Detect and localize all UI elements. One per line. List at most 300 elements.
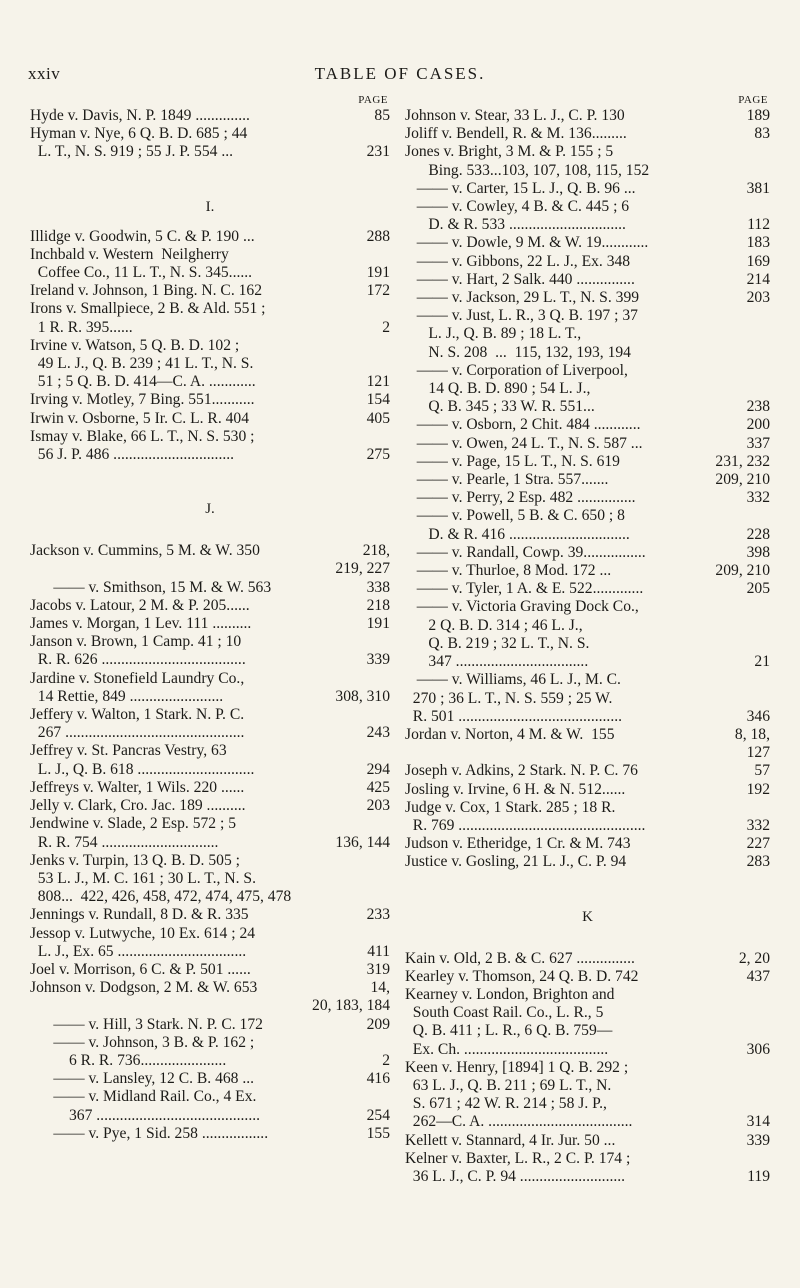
- case-page-ref: [766, 380, 770, 398]
- section-letter: J.: [205, 501, 215, 518]
- case-entry-line: [30, 742, 390, 760]
- case-page-ref: [766, 1059, 770, 1077]
- case-citation: Irwin v. Osborne, 5 Ir. C. L. R. 404: [30, 409, 250, 427]
- case-page-ref: [386, 428, 390, 446]
- spacer: [30, 518, 390, 542]
- case-page-ref: 233: [366, 906, 390, 924]
- case-page-ref: 283: [746, 853, 770, 871]
- case-citation: 53 L. J., M. C. 161 ; 30 L. T., N. S.: [30, 869, 256, 887]
- case-page-ref: 319: [366, 960, 390, 978]
- case-page-ref: 191: [366, 264, 390, 282]
- case-page-ref: 332: [746, 489, 770, 507]
- case-entry-line: [30, 542, 390, 560]
- case-page-ref: [386, 633, 390, 651]
- case-entry-line: [405, 1132, 770, 1150]
- case-page-ref: 346: [746, 707, 770, 725]
- case-page-ref: [766, 362, 770, 380]
- case-page-ref: 209: [366, 1015, 390, 1033]
- case-entry-line: [30, 997, 390, 1015]
- case-page-ref: 85: [374, 107, 390, 124]
- case-page-ref: [386, 1034, 390, 1052]
- case-citation: —— v. Carter, 15 L. J., Q. B. 96 ...: [405, 179, 636, 197]
- case-entry-line: [405, 1004, 770, 1022]
- case-page-ref: 314: [746, 1113, 770, 1131]
- case-citation: —— v. Osborn, 2 Chit. 484 ............: [405, 416, 641, 434]
- case-page-ref: [386, 337, 390, 355]
- case-entry-line: [405, 617, 770, 635]
- case-page-ref: 437: [746, 967, 770, 985]
- case-entry-line: [405, 162, 770, 180]
- page-number: xxiv: [28, 64, 61, 83]
- case-citation: Jenks v. Turpin, 13 Q. B. D. 505 ;: [30, 851, 240, 869]
- case-entry-line: [30, 319, 390, 337]
- case-entry-line: [30, 228, 390, 246]
- case-entry-line: [30, 651, 390, 669]
- case-citation: Kellett v. Stannard, 4 Ir. Jur. 50 ...: [405, 1131, 616, 1149]
- case-page-ref: 306: [746, 1040, 770, 1058]
- case-page-ref: [386, 815, 390, 833]
- case-citation: Hyde v. Davis, N. P. 1849 ..............: [30, 107, 250, 124]
- case-entry-line: [405, 143, 770, 161]
- page-title: TABLE OF CASES.: [314, 64, 486, 83]
- case-entry-line: [30, 1052, 390, 1070]
- case-page-ref: 155: [366, 1124, 390, 1142]
- case-page-ref: [766, 307, 770, 325]
- case-entry-line: [405, 544, 770, 562]
- case-citation: —— v. Lansley, 12 C. B. 468 ...: [30, 1070, 255, 1088]
- case-page-ref: 57: [754, 762, 770, 780]
- case-citation: Ex. Ch. .....................................: [405, 1040, 609, 1058]
- case-entry-line: [30, 391, 390, 409]
- case-entry-line: [405, 744, 770, 762]
- case-citation: Jones v. Bright, 3 M. & P. 155 ; 5: [405, 143, 614, 161]
- case-page-ref: [766, 617, 770, 635]
- case-page-ref: 121: [366, 373, 390, 391]
- case-entry-line: [30, 670, 390, 688]
- case-page-ref: [766, 1022, 770, 1040]
- case-citation: 347 ..................................: [405, 653, 589, 671]
- case-page-ref: 14,: [370, 979, 390, 997]
- case-entry-line: [405, 289, 770, 307]
- case-entry-line: [405, 416, 770, 434]
- case-page-ref: 8, 18,: [734, 725, 770, 743]
- case-citation: Ismay v. Blake, 66 L. T., N. S. 530 ;: [30, 427, 255, 445]
- case-entry-line: [30, 961, 390, 979]
- case-citation: Jordan v. Norton, 4 M. & W. 155: [405, 725, 615, 743]
- case-entry-line: [30, 779, 390, 797]
- case-page-ref: 172: [366, 282, 390, 300]
- case-page-ref: 112: [747, 216, 770, 234]
- case-entry-line: [30, 355, 390, 373]
- case-page-ref: [766, 162, 770, 180]
- case-citation: Jacobs v. Latour, 2 M. & P. 205......: [30, 596, 250, 614]
- case-entry-line: [30, 373, 390, 391]
- case-entry-line: [405, 307, 770, 325]
- case-entry-line: [405, 107, 770, 125]
- case-entry-line: [30, 925, 390, 943]
- section-letter: I.: [205, 198, 215, 215]
- case-entry-line: [405, 968, 770, 986]
- case-page-ref: 205: [746, 580, 770, 598]
- case-entry-line: [405, 125, 770, 143]
- case-entry-line: [30, 1107, 390, 1125]
- case-citation: [30, 560, 331, 578]
- case-citation: R. R. 754 ..............................: [30, 833, 219, 851]
- case-citation: James v. Morgan, 1 Lev. 111 ..........: [30, 615, 252, 633]
- case-entry-line: [405, 362, 770, 380]
- case-citation: L. J., Q. B. 618 ..............................: [30, 760, 255, 778]
- case-citation: Judge v. Cox, 1 Stark. 285 ; 18 R.: [405, 798, 616, 816]
- case-entry-line: [30, 724, 390, 742]
- case-page-ref: [386, 246, 390, 264]
- case-page-ref: [386, 125, 390, 143]
- case-citation: 6 R. R. 736......................: [30, 1051, 227, 1069]
- case-entry-line: [405, 853, 770, 871]
- case-page-ref: 228: [746, 525, 770, 543]
- case-entry-line: [405, 690, 770, 708]
- case-page-ref: [766, 671, 770, 689]
- case-citation: 14 Q. B. D. 890 ; 54 L. J.,: [405, 380, 591, 398]
- case-entry-line: [405, 1095, 770, 1113]
- case-citation: —— v. Perry, 2 Esp. 482 ...............: [405, 489, 636, 507]
- case-entry-line: [405, 726, 770, 744]
- case-entry-line: [405, 986, 770, 1004]
- case-entry-line: [405, 344, 770, 362]
- case-citation: —— v. Johnson, 3 B. & P. 162 ;: [30, 1033, 255, 1051]
- case-entry-line: [30, 1034, 390, 1052]
- case-entry-line: [30, 410, 390, 428]
- case-entry-line: [405, 1022, 770, 1040]
- case-page-ref: 2: [382, 318, 390, 336]
- case-citation: Irving v. Motley, 7 Bing. 551...........: [30, 391, 255, 409]
- case-citation: Jeffery v. Walton, 1 Stark. N. P. C.: [30, 706, 245, 724]
- case-citation: Jennings v. Rundall, 8 D. & R. 335: [30, 906, 249, 924]
- case-citation: 51 ; 5 Q. B. D. 414—C. A. ............: [30, 373, 256, 391]
- case-page-ref: [386, 706, 390, 724]
- case-page-ref: 416: [366, 1070, 390, 1088]
- case-page-ref: 218: [366, 596, 390, 614]
- case-citation: Irons v. Smallpiece, 2 B. & Ald. 551 ;: [30, 300, 266, 318]
- case-page-ref: [386, 300, 390, 318]
- case-entry-line: [30, 300, 390, 318]
- case-citation: Kelner v. Baxter, L. R., 2 C. P. 174 ;: [405, 1149, 631, 1167]
- case-page-ref: 83: [754, 125, 770, 143]
- case-entry-line: [30, 1070, 390, 1088]
- case-page-ref: 254: [366, 1106, 390, 1124]
- case-entry-line: [30, 1088, 390, 1106]
- case-entry-line: [405, 1041, 770, 1059]
- spacer: [405, 926, 770, 950]
- case-entry-line: [30, 1125, 390, 1143]
- case-page-ref: 154: [366, 391, 390, 409]
- case-citation: —— v. Thurloe, 8 Mod. 172 ...: [405, 562, 612, 580]
- case-page-ref: 275: [366, 446, 390, 464]
- case-page-ref: 294: [366, 760, 390, 778]
- case-citation: Jardine v. Stonefield Laundry Co.,: [30, 669, 245, 687]
- case-entry-line: [405, 471, 770, 489]
- case-entry-line: [405, 526, 770, 544]
- case-entry-line: [30, 706, 390, 724]
- case-entry-line: [405, 598, 770, 616]
- case-page-ref: 332: [746, 816, 770, 834]
- case-citation: Bing. 533...103, 107, 108, 115, 152: [405, 161, 650, 179]
- case-citation: 14 Rettie, 849 ........................: [30, 687, 224, 705]
- case-citation: L. T., N. S. 919 ; 55 J. P. 554 ...: [30, 143, 234, 161]
- case-citation: 267 ..............................................: [30, 724, 245, 742]
- page-header: [0, 40, 800, 83]
- case-entry-line: [30, 888, 390, 906]
- case-citation: South Coast Rail. Co., L. R., 5: [405, 1004, 604, 1022]
- case-entry-line: [30, 979, 390, 997]
- case-entry-line: [405, 325, 770, 343]
- case-page-ref: 425: [366, 778, 390, 796]
- case-page-ref: 381: [746, 179, 770, 197]
- spacer: [30, 162, 390, 198]
- case-page-ref: 20, 183, 184: [312, 997, 390, 1015]
- case-citation: 262—C. A. .....................................: [405, 1113, 633, 1131]
- case-entry-line: [30, 688, 390, 706]
- case-entry-line: [405, 453, 770, 471]
- case-entry-line: [405, 653, 770, 671]
- case-page-ref: [766, 635, 770, 653]
- case-page-ref: 127: [746, 744, 770, 762]
- case-citation: Jendwine v. Slade, 2 Esp. 572 ; 5: [30, 815, 237, 833]
- case-entry-line: [405, 1113, 770, 1131]
- case-citation: —— v. Tyler, 1 A. & E. 522.............: [405, 580, 644, 598]
- case-entry-line: [30, 428, 390, 446]
- case-page-ref: [386, 852, 390, 870]
- case-citation: —— v. Dowle, 9 M. & W. 19............: [405, 234, 649, 252]
- page-column-label: PAGE: [358, 94, 388, 106]
- case-citation: —— v. Pearle, 1 Stra. 557.......: [405, 471, 609, 489]
- case-page-ref: 227: [746, 835, 770, 853]
- case-citation: Jeffreys v. Walter, 1 Wils. 220 ......: [30, 778, 245, 796]
- case-page-ref: [386, 925, 390, 943]
- case-page-ref: [386, 742, 390, 760]
- case-citation: Jackson v. Cummins, 5 M. & W. 350: [30, 542, 260, 560]
- case-citation: Coffee Co., 11 L. T., N. S. 345......: [30, 264, 253, 282]
- case-citation: —— v. Powell, 5 B. & C. 650 ; 8: [405, 507, 625, 525]
- case-citation: Illidge v. Goodwin, 5 C. & P. 190 ...: [30, 227, 255, 245]
- case-entry-line: [405, 435, 770, 453]
- case-page-ref: 209, 210: [715, 471, 770, 489]
- case-entry-line: [30, 943, 390, 961]
- case-entry-line: [405, 216, 770, 234]
- case-citation: —— v. Hill, 3 Stark. N. P. C. 172: [30, 1015, 263, 1033]
- case-entry-line: [405, 950, 770, 968]
- case-entry-line: [30, 615, 390, 633]
- left-column: [30, 93, 390, 1143]
- case-entry-line: [30, 446, 390, 464]
- case-entry-line: [405, 635, 770, 653]
- case-page-ref: 411: [367, 942, 390, 960]
- case-page-ref: 231, 232: [715, 452, 770, 470]
- spacer: [30, 464, 390, 500]
- case-citation: Q. B. 219 ; 32 L. T., N. S.: [405, 634, 590, 652]
- case-citation: Jelly v. Clark, Cro. Jac. 189 ..........: [30, 797, 246, 815]
- case-page-ref: [386, 1088, 390, 1106]
- case-page-ref: 338: [366, 578, 390, 596]
- case-citation: D. & R. 533 ..............................: [405, 216, 626, 234]
- case-entry-line: [30, 337, 390, 355]
- case-entry-line: [30, 282, 390, 300]
- case-page-ref: 243: [366, 724, 390, 742]
- case-page-ref: 219, 227: [335, 560, 390, 578]
- case-citation: —— v. Page, 15 L. T., N. S. 619: [405, 452, 620, 470]
- case-citation: Johnson v. Stear, 33 L. J., C. P. 130: [405, 107, 625, 124]
- case-entry-line: [405, 781, 770, 799]
- case-page-ref: 21: [754, 653, 770, 671]
- case-citation: R. R. 626 .....................................: [30, 651, 246, 669]
- case-entry-line: [405, 271, 770, 289]
- case-page-ref: 398: [746, 543, 770, 561]
- case-citation: 36 L. J., C. P. 94 ...........................: [405, 1167, 626, 1185]
- case-citation: 49 L. J., Q. B. 239 ; 41 L. T., N. S.: [30, 355, 254, 373]
- case-citation: 56 J. P. 486 ...............................: [30, 446, 235, 464]
- case-citation: 63 L. J., Q. B. 211 ; 69 L. T., N.: [405, 1076, 612, 1094]
- case-citation: Inchbald v. Western Neilgherry: [30, 245, 229, 263]
- case-citation: Keen v. Henry, [1894] 1 Q. B. 292 ;: [405, 1058, 629, 1076]
- case-entry-line: [30, 579, 390, 597]
- case-citation: —— v. Pye, 1 Sid. 258 .................: [30, 1124, 269, 1142]
- case-citation: Q. B. 411 ; L. R., 6 Q. B. 759—: [405, 1022, 613, 1040]
- case-entry-line: [30, 143, 390, 161]
- case-entry-line: [30, 815, 390, 833]
- case-page-ref: 200: [746, 416, 770, 434]
- case-page-ref: [766, 598, 770, 616]
- case-entry-line: [405, 1150, 770, 1168]
- case-entry-line: [405, 562, 770, 580]
- spacer: [405, 872, 770, 908]
- case-entry-line: [30, 597, 390, 615]
- case-entry-line: [405, 253, 770, 271]
- case-page-ref: [766, 1004, 770, 1022]
- spacer: [30, 216, 390, 228]
- case-citation: Kearney v. London, Brighton and: [405, 985, 615, 1003]
- case-page-ref: 214: [746, 270, 770, 288]
- case-citation: —— v. Victoria Graving Dock Co.,: [405, 598, 639, 616]
- case-page-ref: 339: [366, 651, 390, 669]
- case-page-ref: 189: [746, 107, 770, 124]
- case-page-ref: [766, 986, 770, 1004]
- case-entry-line: [405, 234, 770, 252]
- case-citation: 2 Q. B. D. 314 ; 46 L. J.,: [405, 616, 583, 634]
- case-citation: Joseph v. Adkins, 2 Stark. N. P. C. 76: [405, 762, 638, 780]
- case-entry-line: [30, 264, 390, 282]
- case-citation: Justice v. Gosling, 21 L. J., C. P. 94: [405, 853, 627, 871]
- case-entry-line: [405, 708, 770, 726]
- case-entry-line: [30, 107, 390, 125]
- case-entry-line: [30, 834, 390, 852]
- case-citation: [30, 997, 308, 1015]
- case-entry-line: [405, 180, 770, 198]
- case-citation: 1 R. R. 395......: [30, 318, 133, 336]
- case-citation: Judson v. Etheridge, 1 Cr. & M. 743: [405, 835, 631, 853]
- case-entry-line: [30, 1016, 390, 1034]
- case-citation: Kain v. Old, 2 B. & C. 627 ...............: [405, 949, 635, 967]
- case-citation: 808... 422, 426, 458, 472, 474, 475, 478: [30, 888, 292, 906]
- case-citation: Ireland v. Johnson, 1 Bing. N. C. 162: [30, 282, 263, 300]
- case-citation: —— v. Smithson, 15 M. & W. 563: [30, 578, 272, 596]
- case-entry-line: [405, 671, 770, 689]
- case-entry-line: [405, 799, 770, 817]
- case-page-ref: 308, 310: [335, 687, 390, 705]
- case-page-ref: 288: [366, 227, 390, 245]
- case-entry-line: [30, 852, 390, 870]
- right-column: [405, 93, 770, 1186]
- section-letter: K: [582, 908, 593, 925]
- case-page-ref: [766, 143, 770, 161]
- case-page-ref: [766, 344, 770, 362]
- case-citation: Irvine v. Watson, 5 Q. B. D. 102 ;: [30, 336, 240, 354]
- case-citation: 367 ..........................................: [30, 1106, 261, 1124]
- case-page-ref: [386, 670, 390, 688]
- case-citation: Joel v. Morrison, 6 C. & P. 501 ......: [30, 960, 251, 978]
- case-citation: Kearley v. Thomson, 24 Q. B. D. 742: [405, 967, 639, 985]
- case-page-ref: 337: [746, 434, 770, 452]
- case-page-ref: [766, 507, 770, 525]
- case-page-ref: [766, 690, 770, 708]
- case-citation: —— v. Williams, 46 L. J., M. C.: [405, 671, 621, 689]
- case-page-ref: 209, 210: [715, 562, 770, 580]
- case-entry-line: [30, 125, 390, 143]
- case-entry-line: [405, 835, 770, 853]
- case-citation: Johnson v. Dodgson, 2 M. & W. 653: [30, 979, 258, 997]
- case-entry-line: [30, 761, 390, 779]
- case-entry-line: [405, 580, 770, 598]
- case-citation: Jessop v. Lutwyche, 10 Ex. 614 ; 24: [30, 924, 256, 942]
- case-entry-line: [405, 1059, 770, 1077]
- case-citation: Janson v. Brown, 1 Camp. 41 ; 10: [30, 633, 242, 651]
- case-page-ref: [766, 1077, 770, 1095]
- case-page-ref: 191: [366, 615, 390, 633]
- case-page-ref: [766, 799, 770, 817]
- case-citation: —— v. Corporation of Liverpool,: [405, 361, 628, 379]
- case-citation: Hyman v. Nye, 6 Q. B. D. 685 ; 44: [30, 125, 248, 143]
- case-entry-line: [30, 797, 390, 815]
- page-column-label: PAGE: [738, 94, 768, 106]
- case-citation: —— v. Jackson, 29 L. T., N. S. 399: [405, 289, 640, 307]
- case-citation: Jeffrey v. St. Pancras Vestry, 63: [30, 742, 227, 760]
- case-page-ref: 218,: [362, 542, 390, 560]
- case-citation: L. J., Q. B. 89 ; 18 L. T.,: [405, 325, 582, 343]
- case-entry-line: [405, 1077, 770, 1095]
- case-citation: —— v. Randall, Cowp. 39................: [405, 543, 646, 561]
- case-page-ref: [386, 888, 390, 906]
- case-citation: —— v. Just, L. R., 3 Q. B. 197 ; 37: [405, 307, 638, 325]
- case-entry-line: [405, 817, 770, 835]
- case-page-ref: 192: [746, 780, 770, 798]
- case-entry-line: [30, 870, 390, 888]
- case-page-ref: [766, 325, 770, 343]
- case-page-ref: [766, 198, 770, 216]
- case-entry-line: [405, 1168, 770, 1186]
- case-citation: N. S. 208 ... 115, 132, 193, 194: [405, 343, 631, 361]
- case-entry-line: [405, 198, 770, 216]
- case-citation: —— v. Gibbons, 22 L. J., Ex. 348: [405, 252, 631, 270]
- case-citation: Josling v. Irvine, 6 H. & N. 512......: [405, 780, 626, 798]
- case-citation: S. 671 ; 42 W. R. 214 ; 58 J. P.,: [405, 1095, 607, 1113]
- case-entry-line: [30, 633, 390, 651]
- case-page-ref: [386, 870, 390, 888]
- case-page-ref: [766, 1095, 770, 1113]
- case-entry-line: [405, 489, 770, 507]
- case-entry-line: [30, 560, 390, 578]
- case-page-ref: 119: [747, 1167, 770, 1185]
- case-citation: 270 ; 36 L. T., N. S. 559 ; 25 W.: [405, 689, 613, 707]
- case-citation: [405, 744, 743, 762]
- case-page-ref: 405: [366, 409, 390, 427]
